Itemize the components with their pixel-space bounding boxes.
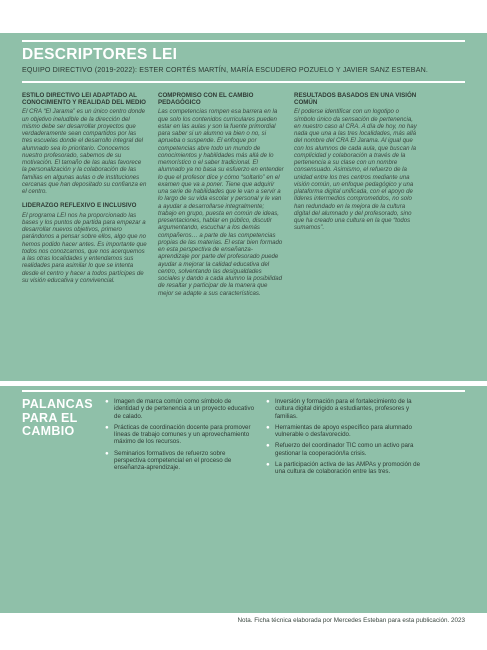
bullet-icon: ●	[105, 449, 109, 457]
title-rule-bottom	[22, 81, 465, 83]
footnote: Nota. Ficha técnica elaborada por Mercedes Esteban para esta publicación. 2023	[237, 617, 465, 624]
list-item: ● Inversión y formación para el fortalecimiento de la cultura digital dirigido a estudiantes, profesores y familias.	[266, 398, 412, 420]
section-text: El CRA “El Jarama” es un único centro donde un objetivo ineludible de la dirección del mismo debe ser desarrollar proyectos que verdaderamente sean compartidos por las tres escuelas donde el desarrollo integral del alumnado sea lo prioritario. Conocemos nuestro profesorado, sabemos de su motivación. El tamaño de las aulas favorece la personalización y la colaboración de las familias en algunas aulas o de instituciones cercanas que han depositado su confianza en el centro.	[22, 108, 147, 196]
section-text: El programa LEI nos ha proporcionado las bases y los puntos de partida para empezar a desarrollar nuevos objetivos, primero parándonos a pensar sobre ellos, algo que no hemos podido hacer antes. Es importante que todos nos conozcamos, que nos acerquemos a las otras localidades y entendamos sus realidades para asimilar lo que se intenta desde el centro y hacer a todos partícipes de su visión educativa y convivencial.	[22, 211, 147, 284]
section-heading: COMPROMISO CON EL CAMBIO PEDAGÓGICO	[158, 92, 254, 107]
top-margin	[0, 0, 487, 33]
palancas-list-left	[105, 398, 255, 476]
list-item: ● Refuerzo del coordinador TIC como un activo para gestionar la cooperación/la crisis.	[266, 442, 414, 457]
section-heading: LIDERAZGO REFLEXIVO E INCLUSIVO	[22, 202, 137, 210]
bullet-icon: ●	[105, 423, 109, 431]
column-2	[158, 92, 284, 304]
bullet-icon: ●	[105, 398, 109, 405]
bullet-icon: ●	[266, 442, 270, 450]
palancas-title: PALANCAS PARA EL CAMBIO	[22, 397, 93, 438]
authors-line: EQUIPO DIRECTIVO (2019-2022): ESTER CORTÉS MARTÍN, MARÍA ESCUDERO POZUELO Y JAVIER SANZ ESTEBAN.	[22, 66, 428, 74]
title-rule-top	[22, 40, 465, 42]
list-item: ● Herramientas de apoyo específico para alumnado vulnerable o desfavorecido.	[266, 423, 412, 439]
page-title: DESCRIPTORES LEI	[22, 46, 178, 63]
palancas-list-right	[266, 398, 426, 480]
list-item: ● Prácticas de coordinación docente para promover líneas de trabajo comunes y un aprovechamiento máximo de los recursos.	[105, 423, 251, 446]
list-item: ● Seminarios formativos de refuerzo sobre perspectiva competencial en el proceso de enseñanza-aprendizaje.	[105, 449, 232, 472]
section-text: El poderse identificar con un logotipo o símbolo único da sensación de pertenencia, en nuestro caso al CRA. A día de hoy, no hay nada que una a las tres localidades, más allá del nombre del CRA El Jarama. Al igual que con los alumnos de cada aula, que buscan la complicidad y colaboración a través de la pertenencia a su clase con un nombre consensuado. Asimismo, el refuerzo de la unidad entre los tres centros mediante una visión común, un enfoque pedagógico y una plataforma digital unificada, con el apoyo de líderes intermedios comprometidos, no solo han redundado en la mejora de la cultura digital del alumnado y del profesorado, sino que ha creado una cultura en la que “todos sumamos”.	[294, 108, 417, 232]
bullet-icon: ●	[266, 423, 270, 431]
palancas-rule	[22, 390, 465, 392]
column-1	[22, 92, 147, 291]
section-heading: ESTILO DIRECTIVO LEI ADAPTADO AL CONOCIMIENTO Y REALIDAD DEL MEDIO	[22, 92, 146, 107]
list-item: ● Imagen de marca común como símbolo de identidad y de pertenencia a un proyecto educativo de calado.	[105, 398, 255, 420]
section-text: Las competencias rompen esa barrera en la que solo los contenidos curriculares pueden estar en las aulas y son la fuente primordial para saber si un alumno va bien o no, si aprueba o suspende. El enfoque por competencias abre todo un mundo de conocimientos y habilidades más allá de lo memorístico o el saber tradicional. El alumnado ya no basa su esfuerzo en entender lo que el profesor dice y cómo “soltarlo” en el examen que va a poner. Tiene que adquirir una serie de habilidades que le van a servir a lo largo de su vida escolar y personal y le van a ayudar a desarrollarse integralmente; trabajo en grupo, puesta en común de ideas, presentaciones, hablar en público, discutir argumentando, escuchar a los demás compañeros… a parte de las competencias propias de las materias. El estar bien formado en esta perspectiva de enseñanza-aprendizaje por parte del profesorado puede ayudar a mejorar la calidad educativa del centro, solventando las desigualdades sociales y dando a cada alumno la posibilidad de resaltar y participar de la manera que mejor se adapte a sus características.	[158, 108, 284, 297]
column-3	[294, 92, 418, 239]
section-heading: RESULTADOS BASADOS EN UNA VISIÓN COMÚN	[294, 92, 417, 107]
bullet-icon: ●	[266, 461, 270, 469]
list-item: ● La participación activa de las AMPAs y promoción de una cultura de colaboración entre las tres.	[266, 461, 421, 476]
bullet-icon: ●	[266, 398, 270, 405]
